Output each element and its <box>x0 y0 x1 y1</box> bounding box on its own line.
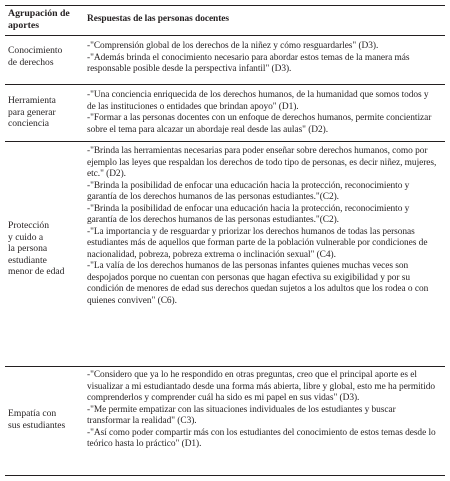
row-rule <box>5 141 445 142</box>
response-text: -"Así como poder compartir más con los estudiantes del conocimiento de estos temas desde lo teórico hasta lo práctico" (D1). <box>87 427 436 449</box>
category-protection: Protección y cuido a la persona estudiante menor de edad <box>8 220 65 278</box>
response-text: -"Considero que ya lo he respondido en otras preguntas, creo que el principal aporte es el visualizar a mi estudiantado desde una forma más abierta, libre y global, esto me ha permitido comprenderlos y comprender cuál ha sido es mi papel en sus vidas" (D3). <box>87 370 436 403</box>
response-text: -"Brinda la posibilidad de enfocar una educación hacia la protección, reconocimiento y garantía de los derechos humanos de las personas estudiantes."(C2). <box>87 203 410 225</box>
responses-knowledge <box>87 41 439 76</box>
responses-protection <box>87 146 439 307</box>
responses-empathy <box>87 370 439 451</box>
response-text: -"La importancia y de resguardar y priorizar los derechos humanos de todas las personas estudiantes más de aquellos que forman parte de la población vulnerable por condiciones de nacionalidad, pobreza, pobreza extrema o inclinación sexual" (C4). <box>87 226 428 260</box>
response-text: -"La valía de los derechos humanos de las personas infantes quienes muchas veces son despojados porque no cuentan con personas que hagan efectiva su exigibilidad y por su condición de menores de edad sus derechos quedan sujetos a los adultos que los rodea o con quienes conviven" (C6). <box>87 261 429 306</box>
response-text: -"Me permite empatizar con las situaciones individuales de los estudiantes y buscar transformar la realidad" (C3). <box>87 404 396 426</box>
table-top-rule <box>5 5 445 6</box>
row-rule <box>5 84 445 85</box>
row-rule <box>5 366 445 367</box>
table-bottom-rule <box>5 475 445 476</box>
response-text: -"Comprensión global de los derechos de la niñez y cómo resguardarles" (D3). <box>87 41 379 51</box>
category-knowledge: Conocimiento de derechos <box>8 45 63 68</box>
header-responses: Respuestas de las personas docentes <box>87 14 230 24</box>
response-text: -"Formar a las personas docentes con un enfoque de derechos humanos, permite concientizar sobre el tema para alcazar un abordaje real desde las aulas" (D2). <box>87 113 432 135</box>
category-awareness: Herramienta para generar conciencia <box>8 95 56 130</box>
response-text: -"Una conciencia enriquecida de los derechos humanos, de la humanidad que somos todos y de las instituciones o entidades que brindan apoyo" (D1). <box>87 90 429 112</box>
responses-awareness <box>87 90 439 136</box>
header-rule <box>5 35 445 36</box>
response-text: -"Brinda las herramientas necesarias para poder enseñar sobre derechos humanos, como por ejemplo las leyes que respaldan los derechos de todo tipo de personas, es decir niñez, mujeres, etc." (D2). <box>87 146 437 179</box>
response-text: -"Brinda la posibilidad de enfocar una educación hacia la protección, reconocimiento y garantía de los derechos humanos de las personas estudiantes."(C2). <box>87 180 410 202</box>
category-empathy: Empatía con sus estudiantes <box>8 408 66 431</box>
response-text: -"Además brinda el conocimiento necesario para abordar estos temas de la manera más responsable posible desde la perspectiva infantil" (D3). <box>87 52 410 74</box>
header-aggregation: Agrupación de aportes <box>8 8 70 31</box>
